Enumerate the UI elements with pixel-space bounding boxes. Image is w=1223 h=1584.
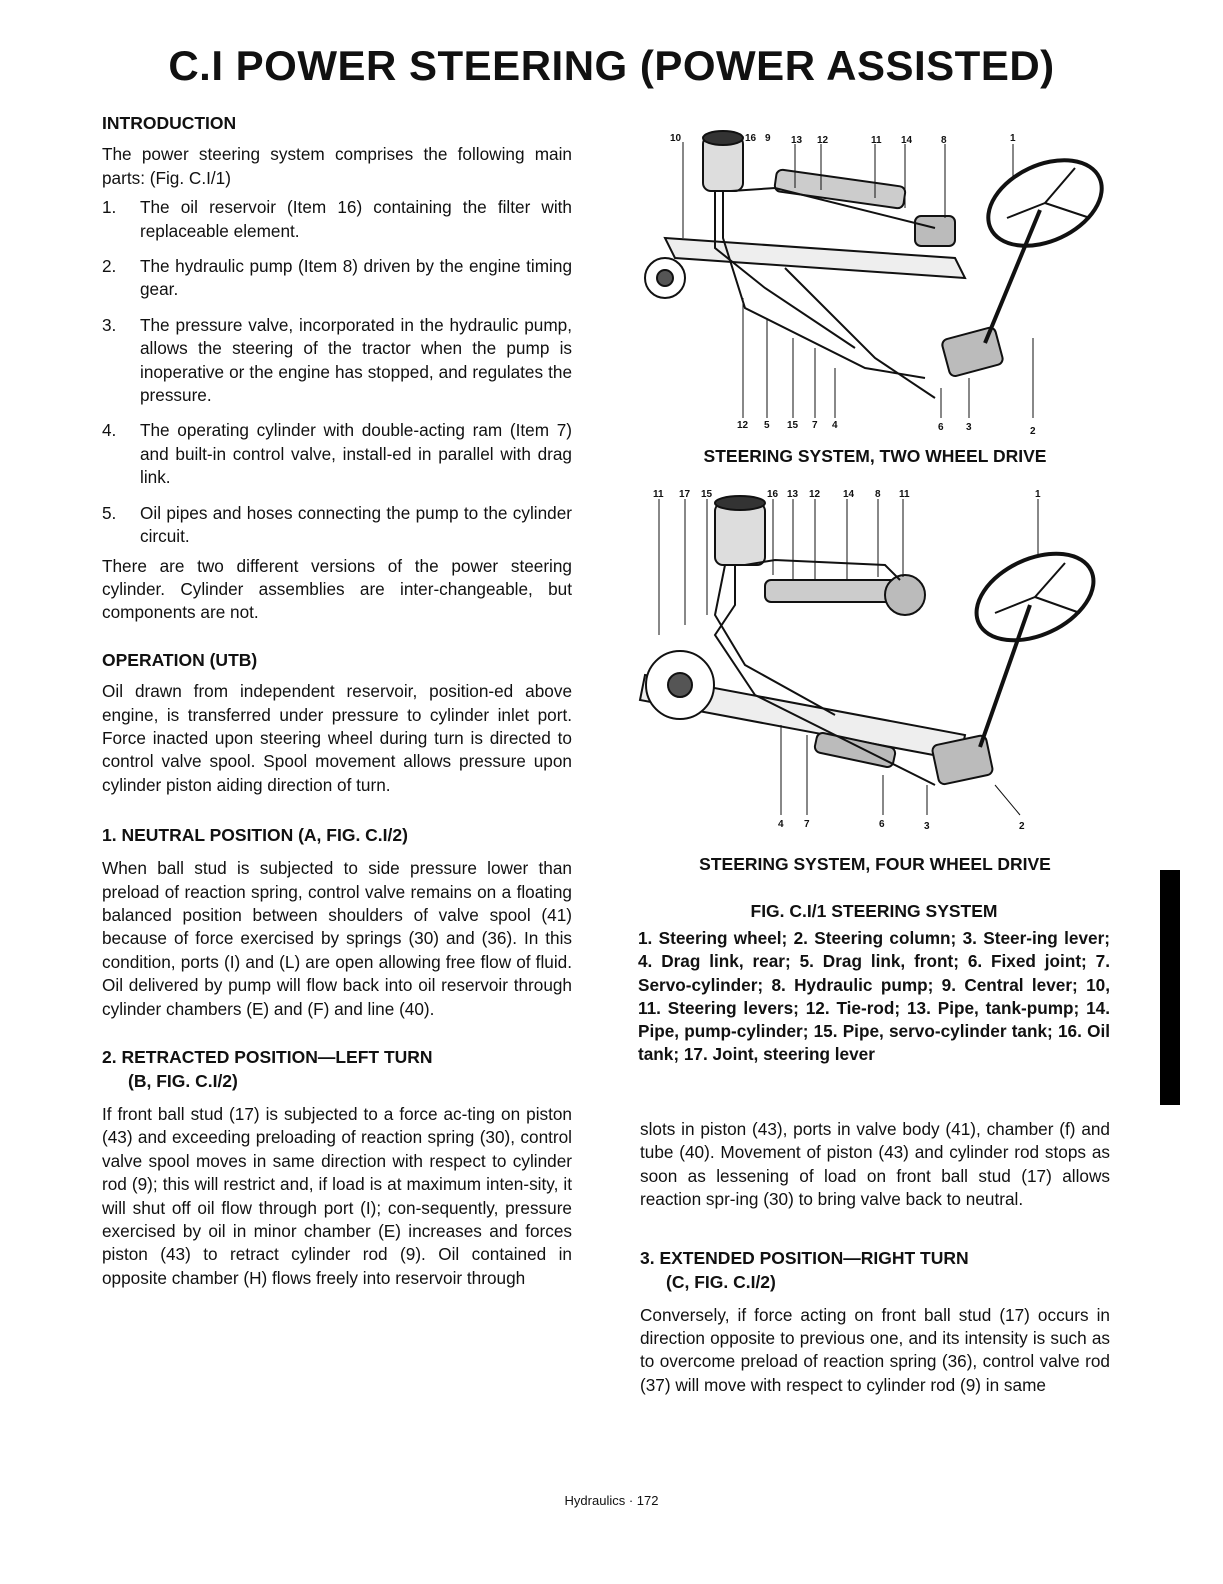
drag-link: [785, 268, 935, 398]
oil-tank-shape: [715, 503, 765, 565]
right-column: [640, 1118, 1110, 1397]
callout-label: 15: [787, 420, 799, 431]
callout-label: 2: [1019, 821, 1025, 832]
callout-label: 12: [817, 135, 829, 146]
wheel-spoke: [1035, 597, 1080, 613]
list-item: [102, 196, 572, 243]
wheel-spoke: [1035, 563, 1065, 597]
intro-closing: There are two different versions of the power steering cylinder. Cylinder assemblies are inter-changeable, but components are not.: [102, 555, 572, 623]
callout-label: 9: [765, 133, 771, 144]
extended-text: Conversely, if force acting on front ball stud (17) occurs in direction opposite to previous one, and its intensity is such as to overcome preload of reaction spring (36), control valve rod (37) will move with respect to cylinder rod (9) in same: [640, 1304, 1110, 1395]
neutral-text: When ball stud is subjected to side pressure lower than preload of reaction spring, control valve remains on a floating balanced position between shoulders of valve spool (41) because of force exercised by springs (30) and (36). In this condition, ports (I) and (L) are open allowing free flow of fluid. Oil delivered by pump will flow back into oil reservoir through cylinder chambers (E) and (F) and line (40).: [102, 858, 572, 1019]
callout-label: 17: [679, 489, 691, 500]
list-item-number: 5.: [102, 502, 117, 523]
servo-cylinder: [774, 169, 906, 209]
callout-label: 10: [670, 133, 682, 144]
page-footer: Hydraulics · 172: [564, 1493, 659, 1508]
continued-text: slots in piston (43), ports in valve body (41), chamber (f) and tube (40). Movement of piston (43) and cylinder rod stops as soon as lessening of load on front ball stud (17) allows reaction spr-ing (30) to bring valve back to neutral.: [640, 1119, 1110, 1210]
intro-heading: INTRODUCTION: [102, 113, 237, 133]
callout-label: 4: [778, 819, 784, 830]
callout-label: 14: [901, 135, 913, 146]
callout-label: 14: [843, 489, 855, 500]
list-item: [102, 502, 572, 549]
callout-label: 11: [871, 135, 882, 146]
callout-label: 8: [941, 135, 947, 146]
callout-label: 12: [737, 420, 749, 431]
neutral-heading: 1. NEUTRAL POSITION (A, FIG. C.I/2): [102, 825, 408, 846]
callout-label: 6: [879, 819, 885, 830]
steering-column: [980, 605, 1030, 747]
steering-box: [941, 326, 1004, 377]
section-tab-marker: [1160, 870, 1180, 1105]
legend-body: 1. Steering wheel; 2. Steering column; 3. Steer-ing lever; 4. Drag link, rear; 5. Drag link, front; 6. Fixed joint; 7. Servo-cylinder; 8. Hydraulic pump; 9. Central lever; 10, 11. Steering levers; 12. Tie-rod; 13. Pipe, tank-pump; 14. Pipe, pump-cylinder; 15. Pipe, servo-cylinder tank; 16. Oil tank; 17. Joint, steering lever: [638, 928, 1110, 1065]
callout-label: 16: [745, 133, 757, 144]
pipe-pump-cylinder: [745, 560, 900, 580]
wheel-spoke: [1045, 203, 1090, 218]
list-item-text: The hydraulic pump (Item 8) driven by the engine timing gear.: [140, 256, 572, 300]
callout-label: 1: [1010, 133, 1016, 144]
callout-label: 7: [804, 819, 810, 830]
intro-lead: The power steering system comprises the following main parts: (Fig. C.I/1): [102, 144, 572, 188]
hydraulic-pump: [885, 575, 925, 615]
list-item-text: The pressure valve, incorporated in the hydraulic pump, allows the steering of the tractor when the pump is inoperative or the engine has stopped, and regulates the pressure.: [140, 314, 572, 406]
callout-label: 11: [899, 489, 910, 500]
callout-label: 15: [701, 489, 713, 500]
figure-caption-4wd: STEERING SYSTEM, FOUR WHEEL DRIVE: [699, 854, 1051, 874]
callout-label: 4: [832, 420, 838, 431]
callout-label: 5: [764, 420, 770, 431]
oil-tank-cap: [703, 131, 743, 145]
callout-label: 13: [787, 489, 799, 500]
callout-label: 8: [875, 489, 881, 500]
extended-subheading: (C, FIG. C.I/2): [666, 1271, 776, 1292]
list-item-text: Oil pipes and hoses connecting the pump to the cylinder circuit.: [140, 502, 572, 547]
servo-cylinder: [765, 580, 905, 602]
callout-label: 12: [809, 489, 821, 500]
callout-label: 6: [938, 422, 944, 433]
list-item: [102, 419, 572, 489]
figure-caption-2wd: STEERING SYSTEM, TWO WHEEL DRIVE: [703, 446, 1047, 466]
list-item: [102, 255, 572, 302]
hydraulic-pump: [915, 216, 955, 246]
left-column: [102, 112, 572, 1290]
list-item-text: The operating cylinder with double-acting ram (Item 7) and built-in control valve, install-ed in parallel with drag link.: [140, 420, 572, 488]
callout-label: 16: [767, 489, 779, 500]
callout-label: 3: [966, 422, 972, 433]
page-title: C.I POWER STEERING (POWER ASSISTED): [168, 42, 1055, 89]
retracted-heading: 2. RETRACTED POSITION—LEFT TURN: [102, 1047, 433, 1067]
extended-heading: 3. EXTENDED POSITION—RIGHT TURN: [640, 1247, 969, 1268]
list-item-number: 4.: [102, 420, 117, 441]
figure-legend: [638, 900, 1110, 1066]
callout-label: 13: [791, 135, 803, 146]
wheel-spoke: [1045, 168, 1075, 203]
retracted-text: If front ball stud (17) is subjected to a force ac-ting on piston (43) and exceeding preloading of reaction spring (30), control valve spool moves in same direction with respect to cylinder rod (9); this will restrict and, if load is at maximum inten-sity, it will shut off oil flow through port (I); con-sequently, pressure exercised by oil in minor chamber (E) increases and forces piston (43) to retract cylinder rod (9). Oil contained in opposite chamber (H) flows freely into reservoir through: [102, 1104, 572, 1288]
parts-list: [102, 196, 572, 548]
list-item-number: 2.: [102, 256, 117, 277]
left-hub-center: [668, 673, 692, 697]
figure-four-wheel-drive: [635, 485, 1105, 835]
list-item-number: 3.: [102, 314, 117, 335]
callout-label: 11: [653, 489, 664, 500]
list-item-text: The oil reservoir (Item 16) containing the filter with replaceable element.: [140, 197, 572, 241]
oil-tank-cap: [715, 496, 765, 510]
list-item: [102, 314, 572, 408]
steering-wheel: [975, 143, 1105, 263]
callout-label: 2: [1030, 426, 1036, 437]
operation-text: Oil drawn from independent reservoir, position-ed above engine, is transferred under pressure to cylinder inlet port. Force inacted upon steering wheel during turn is directed to control valve spool. Spool movement allows pressure upon cylinder piston aiding direction of turn.: [102, 681, 572, 795]
leader-line: [995, 785, 1020, 815]
steering-diagram-4wd: [635, 485, 1105, 835]
callout-label: 1: [1035, 489, 1041, 500]
figure-two-wheel-drive: [635, 128, 1105, 438]
legend-title: FIG. C.I/1 STEERING SYSTEM: [750, 901, 998, 921]
pipe-tank-pump: [723, 191, 925, 378]
list-item-number: 1.: [102, 197, 117, 218]
callout-label: 7: [812, 420, 818, 431]
callout-label: 3: [924, 821, 930, 832]
retracted-subheading: (B, FIG. C.I/2): [128, 1071, 238, 1091]
left-hub-center: [657, 270, 673, 286]
steering-diagram-2wd: [635, 128, 1105, 438]
operation-heading: OPERATION (UTB): [102, 649, 258, 670]
